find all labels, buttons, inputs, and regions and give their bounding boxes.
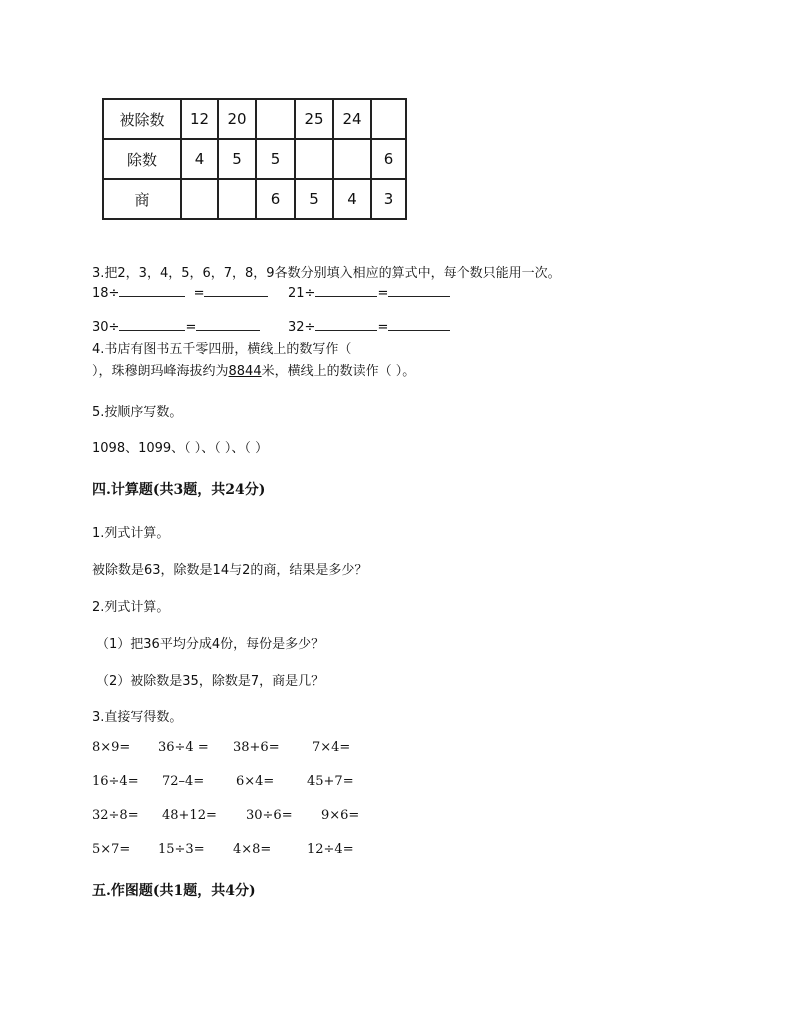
equals-sign: = xyxy=(377,286,389,301)
question-4-line1: 4.书店有图书五千零四册，横线上的数写作（ xyxy=(92,342,352,357)
answer-blank[interactable] xyxy=(204,284,268,297)
equation-prefix: 21÷ xyxy=(288,286,316,301)
problem-3-title: 3.直接写得数。 xyxy=(92,710,183,725)
calc-item: 36÷4 = xyxy=(158,740,209,755)
table-row-divisor xyxy=(103,139,406,179)
table-cell: 12 xyxy=(181,99,218,139)
section-4-title: 四.计算题(共3题，共24分) xyxy=(92,482,266,498)
calc-item: 30÷6= xyxy=(246,808,293,823)
question-4-text: ），珠穆朗玛峰海拔约为 xyxy=(92,364,229,379)
equation-prefix: 30÷ xyxy=(92,320,120,335)
answer-blank[interactable] xyxy=(315,284,377,297)
equals-sign: = xyxy=(193,286,205,301)
table-cell: 6 xyxy=(371,139,406,179)
equation-18 xyxy=(92,284,268,301)
section-5-title: 五.作图题(共1题，共4分) xyxy=(92,883,256,899)
calc-item: 8×9= xyxy=(92,740,131,755)
calc-item: 7×4= xyxy=(312,740,351,755)
row-label: 被除数 xyxy=(103,99,181,139)
table-cell xyxy=(218,179,256,219)
calc-item: 45+7= xyxy=(307,774,354,789)
table-cell xyxy=(256,99,295,139)
row-label: 商 xyxy=(103,179,181,219)
equation-32 xyxy=(288,318,450,335)
question-4-text: 米，横线上的数读作（ ）。 xyxy=(261,364,416,379)
calc-item: 38+6= xyxy=(233,740,280,755)
table-cell: 3 xyxy=(371,179,406,219)
dividend-divisor-quotient-table xyxy=(102,98,407,220)
equals-sign: = xyxy=(185,320,197,335)
question-5-sequence: 1098、1099、（ ）、（ ）、（ ） xyxy=(92,441,269,456)
table-row-quotient xyxy=(103,179,406,219)
problem-2-part-1: （1）把36平均分成4份，每份是多少？ xyxy=(96,637,325,652)
calc-item: 4×8= xyxy=(233,842,272,857)
calc-item: 15÷3= xyxy=(158,842,205,857)
table-cell: 20 xyxy=(218,99,256,139)
answer-blank[interactable] xyxy=(196,318,260,331)
table-cell: 5 xyxy=(218,139,256,179)
answer-blank[interactable] xyxy=(388,318,450,331)
equation-21 xyxy=(288,284,450,301)
problem-1-text: 被除数是63，除数是14与2的商，结果是多少？ xyxy=(92,563,368,578)
question-3-prompt: 3.把2，3，4，5，6，7，8，9各数分别填入相应的算式中，每个数只能用一次。 xyxy=(92,266,561,281)
calc-item: 9×6= xyxy=(321,808,360,823)
equation-30 xyxy=(92,318,260,335)
calc-item: 5×7= xyxy=(92,842,131,857)
table-cell xyxy=(333,139,371,179)
answer-blank[interactable] xyxy=(315,318,377,331)
answer-blank[interactable] xyxy=(388,284,450,297)
table-cell: 5 xyxy=(256,139,295,179)
table-cell: 24 xyxy=(333,99,371,139)
question-4-line2 xyxy=(92,360,415,379)
calc-item: 16÷4= xyxy=(92,774,139,789)
table-cell: 4 xyxy=(181,139,218,179)
table-cell: 25 xyxy=(295,99,333,139)
answer-blank[interactable] xyxy=(119,318,185,331)
table-cell xyxy=(181,179,218,219)
equation-prefix: 32÷ xyxy=(288,320,316,335)
table-cell xyxy=(295,139,333,179)
calc-item: 72–4= xyxy=(162,774,205,789)
question-5-prompt: 5.按顺序写数。 xyxy=(92,405,183,420)
calc-item: 48+12= xyxy=(162,808,217,823)
problem-1-title: 1.列式计算。 xyxy=(92,526,170,541)
row-label: 除数 xyxy=(103,139,181,179)
calc-item: 32÷8= xyxy=(92,808,139,823)
problem-2-title: 2.列式计算。 xyxy=(92,600,170,615)
equation-prefix: 18÷ xyxy=(92,286,120,301)
answer-blank[interactable] xyxy=(119,284,185,297)
equals-sign: = xyxy=(377,320,389,335)
table-row-dividend xyxy=(103,99,406,139)
calc-item: 12÷4= xyxy=(307,842,354,857)
table-cell: 5 xyxy=(295,179,333,219)
table-cell: 4 xyxy=(333,179,371,219)
table-cell: 6 xyxy=(256,179,295,219)
calc-item: 6×4= xyxy=(236,774,275,789)
underlined-number: 8844 xyxy=(228,364,262,379)
table-cell xyxy=(371,99,406,139)
problem-2-part-2: （2）被除数是35，除数是7，商是几？ xyxy=(96,674,325,689)
